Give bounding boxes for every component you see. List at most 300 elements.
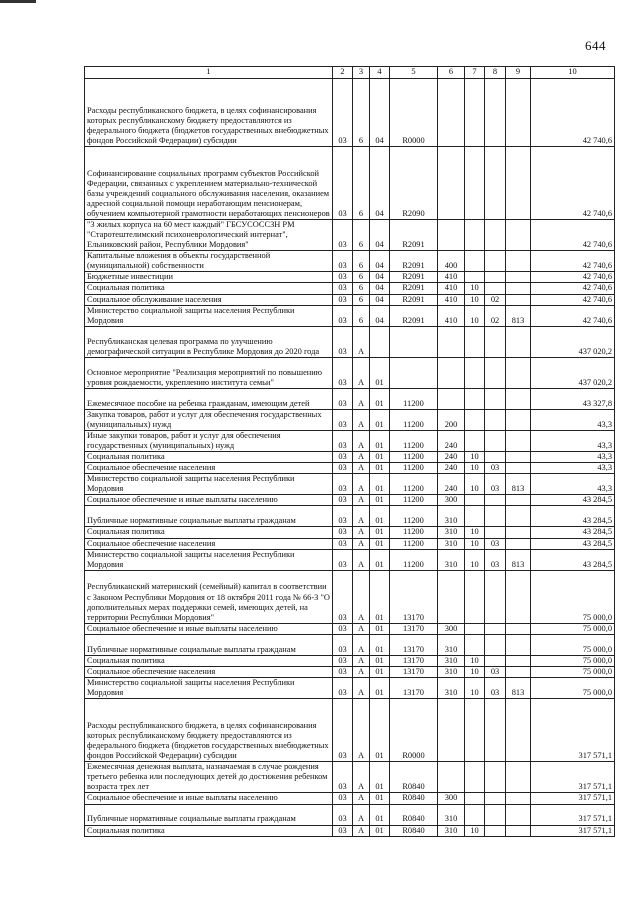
column-header: 10 <box>531 67 615 79</box>
code-cell: А <box>353 570 370 623</box>
code-cell <box>485 452 506 463</box>
row-name: Социальное обслуживание населения <box>85 294 333 305</box>
code-cell: 03 <box>333 762 353 793</box>
table-row <box>85 305 615 326</box>
code-cell: 10 <box>465 538 485 549</box>
code-cell: 03 <box>333 305 353 326</box>
code-cell: 01 <box>370 655 390 666</box>
row-name: Социальное обеспечение населения <box>85 538 333 549</box>
code-cell: R0000 <box>390 699 438 762</box>
code-cell <box>485 762 506 793</box>
code-cell: 03 <box>333 147 353 220</box>
code-cell: 01 <box>370 699 390 762</box>
amount-cell: 43 284,5 <box>531 506 615 527</box>
row-name: Бюджетные инвестиции <box>85 272 333 283</box>
code-cell: 03 <box>333 79 353 147</box>
code-cell <box>465 79 485 147</box>
code-cell: 10 <box>465 678 485 699</box>
table-row <box>85 634 615 655</box>
code-cell: А <box>353 678 370 699</box>
code-cell: 6 <box>353 251 370 272</box>
amount-cell: 437 020,2 <box>531 357 615 388</box>
code-cell <box>485 655 506 666</box>
row-name: Расходы республиканского бюджета, в целях софинансирования которых республиканскому бюджету предоставляются из федерального бюджета (бюджетов государственных внебюджетных фондов Российской Федерации) субсидии <box>85 699 333 762</box>
table-row <box>85 326 615 357</box>
code-cell: 04 <box>370 220 390 251</box>
code-cell: 03 <box>333 388 353 409</box>
code-cell <box>485 825 506 836</box>
code-cell: 11200 <box>390 527 438 538</box>
code-cell: 03 <box>333 793 353 804</box>
code-cell <box>438 79 465 147</box>
code-cell <box>465 251 485 272</box>
code-cell: А <box>353 762 370 793</box>
code-cell <box>465 699 485 762</box>
code-cell: 01 <box>370 793 390 804</box>
code-cell <box>485 793 506 804</box>
code-cell <box>485 409 506 430</box>
code-cell <box>506 825 531 836</box>
code-cell: 01 <box>370 452 390 463</box>
row-name: Ежемесячная денежная выплата, назначаемая в случае рождения третьего ребенка или последующих детей до достижения ребенком возраста трех лет <box>85 762 333 793</box>
code-cell <box>465 409 485 430</box>
code-cell <box>506 699 531 762</box>
table-row <box>85 623 615 634</box>
amount-cell: 43 284,5 <box>531 527 615 538</box>
code-cell: А <box>353 623 370 634</box>
code-cell <box>465 506 485 527</box>
code-cell: 310 <box>438 678 465 699</box>
code-cell: А <box>353 527 370 538</box>
row-name: Социальное обеспечение населения <box>85 463 333 474</box>
code-cell <box>506 430 531 451</box>
code-cell: 6 <box>353 305 370 326</box>
code-cell <box>506 538 531 549</box>
code-cell: 03 <box>333 699 353 762</box>
code-cell <box>465 326 485 357</box>
code-cell: 03 <box>333 409 353 430</box>
table-row <box>85 549 615 570</box>
amount-cell: 317 571,1 <box>531 793 615 804</box>
row-name: Софинансирование социальных программ субъектов Российской Федерации, связанных с укреплением материально-технической базы учреждений социального обслуживания населения, оказанием адресной социальной помощи неработающим пенсионерам, обучением компьютерной грамотности неработающих пенсионеров <box>85 147 333 220</box>
code-cell <box>465 793 485 804</box>
code-cell <box>506 666 531 677</box>
code-cell: 01 <box>370 549 390 570</box>
amount-cell: 43 284,5 <box>531 538 615 549</box>
table-row <box>85 506 615 527</box>
amount-cell: 43,3 <box>531 430 615 451</box>
code-cell: 03 <box>333 326 353 357</box>
budget-table <box>84 66 615 837</box>
table-row <box>85 272 615 283</box>
table-row <box>85 474 615 495</box>
code-cell: 11200 <box>390 506 438 527</box>
code-cell <box>485 357 506 388</box>
code-cell: 03 <box>333 538 353 549</box>
amount-cell: 317 571,1 <box>531 699 615 762</box>
code-cell <box>485 147 506 220</box>
code-cell <box>506 79 531 147</box>
amount-cell: 75 000,0 <box>531 570 615 623</box>
code-cell <box>485 272 506 283</box>
row-name: Министерство социальной защиты населения Республики Мордовия <box>85 678 333 699</box>
code-cell: 01 <box>370 623 390 634</box>
row-name: Социальное обеспечение населения <box>85 666 333 677</box>
code-cell: 400 <box>438 251 465 272</box>
code-cell <box>485 506 506 527</box>
code-cell: 02 <box>485 305 506 326</box>
code-cell: R0840 <box>390 762 438 793</box>
table-row <box>85 804 615 825</box>
column-header: 3 <box>353 67 370 79</box>
code-cell <box>438 357 465 388</box>
code-cell: 13170 <box>390 666 438 677</box>
amount-cell: 75 000,0 <box>531 623 615 634</box>
amount-cell: 437 020,2 <box>531 326 615 357</box>
scan-edge-mark <box>0 0 36 3</box>
column-header: 4 <box>370 67 390 79</box>
code-cell: 310 <box>438 538 465 549</box>
code-cell <box>506 804 531 825</box>
code-cell: 6 <box>353 147 370 220</box>
code-cell <box>506 251 531 272</box>
table-row <box>85 463 615 474</box>
code-cell: А <box>353 634 370 655</box>
code-cell: А <box>353 495 370 506</box>
code-cell: 03 <box>333 430 353 451</box>
code-cell <box>465 570 485 623</box>
code-cell: 01 <box>370 463 390 474</box>
code-cell <box>438 570 465 623</box>
code-cell <box>465 220 485 251</box>
code-cell <box>438 699 465 762</box>
code-cell: 04 <box>370 283 390 294</box>
code-cell: 03 <box>333 634 353 655</box>
code-cell: 310 <box>438 549 465 570</box>
table-row <box>85 655 615 666</box>
code-cell: 04 <box>370 305 390 326</box>
table-row <box>85 495 615 506</box>
code-cell <box>485 283 506 294</box>
code-cell: 03 <box>333 357 353 388</box>
code-cell <box>438 388 465 409</box>
code-cell: А <box>353 388 370 409</box>
code-cell: 03 <box>485 666 506 677</box>
row-name: Социальная политика <box>85 825 333 836</box>
row-name: Министерство социальной защиты населения Республики Мордовия <box>85 474 333 495</box>
code-cell: 410 <box>438 283 465 294</box>
table-body <box>85 79 615 837</box>
code-cell: R2091 <box>390 294 438 305</box>
amount-cell: 42 740,6 <box>531 220 615 251</box>
code-cell <box>506 634 531 655</box>
code-cell: 6 <box>353 294 370 305</box>
code-cell <box>465 430 485 451</box>
code-cell: 03 <box>333 804 353 825</box>
row-name: Капитальные вложения в объекты государственной (муниципальной) собственности <box>85 251 333 272</box>
code-cell <box>506 452 531 463</box>
code-cell: А <box>353 549 370 570</box>
code-cell: 03 <box>333 666 353 677</box>
code-cell: 11200 <box>390 538 438 549</box>
code-cell <box>506 793 531 804</box>
row-name: Публичные нормативные социальные выплаты гражданам <box>85 506 333 527</box>
code-cell: 300 <box>438 793 465 804</box>
code-cell <box>438 326 465 357</box>
code-cell: 11200 <box>390 463 438 474</box>
amount-cell: 43,3 <box>531 409 615 430</box>
code-cell: 310 <box>438 666 465 677</box>
code-cell: 310 <box>438 825 465 836</box>
code-cell: 240 <box>438 474 465 495</box>
code-cell: R0000 <box>390 79 438 147</box>
table-row <box>85 678 615 699</box>
amount-cell: 75 000,0 <box>531 634 615 655</box>
amount-cell: 42 740,6 <box>531 147 615 220</box>
code-cell <box>485 388 506 409</box>
code-cell: 13170 <box>390 634 438 655</box>
code-cell: 03 <box>485 678 506 699</box>
code-cell: 240 <box>438 452 465 463</box>
table-row <box>85 825 615 836</box>
code-cell: 11200 <box>390 409 438 430</box>
code-cell <box>506 623 531 634</box>
code-cell: 01 <box>370 527 390 538</box>
code-cell: 01 <box>370 666 390 677</box>
code-cell <box>506 294 531 305</box>
code-cell: 01 <box>370 570 390 623</box>
code-cell: 04 <box>370 272 390 283</box>
code-cell <box>506 463 531 474</box>
amount-cell: 75 000,0 <box>531 678 615 699</box>
row-name: "3 жилых корпуса на 60 мест каждый" ГБСУСОССЗН РМ "Старотештелимский психоневрологический интернат", Ельниковский район, Республики Мордовия" <box>85 220 333 251</box>
code-cell: 03 <box>333 623 353 634</box>
code-cell <box>465 634 485 655</box>
amount-cell: 43 284,5 <box>531 549 615 570</box>
code-cell: 6 <box>353 220 370 251</box>
row-name: Министерство социальной защиты населения Республики Мордовия <box>85 549 333 570</box>
code-cell: 03 <box>333 655 353 666</box>
code-cell <box>485 326 506 357</box>
code-cell <box>465 762 485 793</box>
code-cell <box>390 357 438 388</box>
row-name: Социальная политика <box>85 452 333 463</box>
code-cell: 03 <box>333 527 353 538</box>
code-cell: 01 <box>370 804 390 825</box>
code-cell <box>390 326 438 357</box>
code-cell: 6 <box>353 283 370 294</box>
code-cell: 03 <box>333 678 353 699</box>
code-cell: 813 <box>506 305 531 326</box>
code-cell <box>465 388 485 409</box>
code-cell: А <box>353 804 370 825</box>
code-cell: 6 <box>353 79 370 147</box>
table-row <box>85 251 615 272</box>
code-cell: 03 <box>485 474 506 495</box>
code-cell <box>465 495 485 506</box>
code-cell <box>506 272 531 283</box>
row-name: Социальная политика <box>85 283 333 294</box>
row-name: Закупка товаров, работ и услуг для обеспечения государственных (муниципальных) нужд <box>85 409 333 430</box>
code-cell <box>485 699 506 762</box>
table-row <box>85 527 615 538</box>
table-row <box>85 388 615 409</box>
code-cell: А <box>353 474 370 495</box>
code-cell: 410 <box>438 272 465 283</box>
row-name: Расходы республиканского бюджета, в целях софинансирования которых республиканскому бюджету предоставляются из федерального бюджета (бюджетов государственных внебюджетных фондов Российской Федерации) субсидии <box>85 79 333 147</box>
code-cell: А <box>353 463 370 474</box>
code-cell: 03 <box>485 538 506 549</box>
code-cell: 240 <box>438 463 465 474</box>
row-name: Публичные нормативные социальные выплаты гражданам <box>85 804 333 825</box>
code-cell: 01 <box>370 634 390 655</box>
code-cell: 03 <box>333 283 353 294</box>
code-cell: 10 <box>465 463 485 474</box>
code-cell: 01 <box>370 409 390 430</box>
code-cell: 03 <box>333 474 353 495</box>
code-cell: А <box>353 825 370 836</box>
code-cell <box>485 634 506 655</box>
amount-cell: 42 740,6 <box>531 305 615 326</box>
code-cell: 03 <box>333 272 353 283</box>
code-cell: 11200 <box>390 549 438 570</box>
code-cell: 11200 <box>390 452 438 463</box>
column-header: 9 <box>506 67 531 79</box>
code-cell: 10 <box>465 305 485 326</box>
code-cell: R2090 <box>390 147 438 220</box>
column-header: 7 <box>465 67 485 79</box>
code-cell <box>465 147 485 220</box>
code-cell <box>506 655 531 666</box>
amount-cell: 42 740,6 <box>531 294 615 305</box>
code-cell <box>506 220 531 251</box>
code-cell: А <box>353 326 370 357</box>
column-header: 5 <box>390 67 438 79</box>
code-cell: 03 <box>333 452 353 463</box>
code-cell: 310 <box>438 527 465 538</box>
code-cell: 310 <box>438 506 465 527</box>
table-row <box>85 699 615 762</box>
amount-cell: 43 327,8 <box>531 388 615 409</box>
code-cell: А <box>353 357 370 388</box>
code-cell <box>485 251 506 272</box>
row-name: Республиканская целевая программа по улучшению демографической ситуации в Республике Мордовия до 2020 года <box>85 326 333 357</box>
code-cell <box>485 495 506 506</box>
row-name: Республиканский материнский (семейный) капитал в соответствии с Законом Республики Мордовия от 18 октября 2011 года № 66-З "О дополнительных мерах поддержки семей, имеющих детей, на территории Республики Мордовия" <box>85 570 333 623</box>
code-cell: А <box>353 538 370 549</box>
table-row <box>85 220 615 251</box>
code-cell: 10 <box>465 474 485 495</box>
code-cell: 01 <box>370 538 390 549</box>
code-cell: 240 <box>438 430 465 451</box>
code-cell: 01 <box>370 357 390 388</box>
code-cell: 01 <box>370 825 390 836</box>
code-cell: R0840 <box>390 793 438 804</box>
code-cell <box>485 220 506 251</box>
amount-cell: 317 571,1 <box>531 804 615 825</box>
amount-cell: 75 000,0 <box>531 655 615 666</box>
code-cell: 10 <box>465 825 485 836</box>
code-cell: R2091 <box>390 272 438 283</box>
code-cell <box>485 623 506 634</box>
code-cell: А <box>353 793 370 804</box>
row-name: Публичные нормативные социальные выплаты гражданам <box>85 634 333 655</box>
amount-cell: 42 740,6 <box>531 272 615 283</box>
code-cell: 03 <box>485 463 506 474</box>
code-cell: 01 <box>370 474 390 495</box>
code-cell: R2091 <box>390 220 438 251</box>
code-cell: 310 <box>438 634 465 655</box>
code-cell <box>506 388 531 409</box>
row-name: Социальная политика <box>85 655 333 666</box>
code-cell: 300 <box>438 623 465 634</box>
code-cell: 410 <box>438 305 465 326</box>
code-cell <box>438 147 465 220</box>
code-cell: А <box>353 430 370 451</box>
code-cell: 6 <box>353 272 370 283</box>
code-cell <box>485 527 506 538</box>
code-cell: R0840 <box>390 804 438 825</box>
column-header: 6 <box>438 67 465 79</box>
amount-cell: 317 571,1 <box>531 762 615 793</box>
amount-cell: 43,3 <box>531 452 615 463</box>
code-cell: 03 <box>333 549 353 570</box>
row-name: Социальное обеспечение и иные выплаты населению <box>85 623 333 634</box>
code-cell: 10 <box>465 666 485 677</box>
code-cell <box>506 326 531 357</box>
code-cell: А <box>353 452 370 463</box>
code-cell <box>465 357 485 388</box>
code-cell <box>465 272 485 283</box>
code-cell: 03 <box>333 495 353 506</box>
code-cell: R2091 <box>390 283 438 294</box>
code-cell <box>485 430 506 451</box>
code-cell: А <box>353 409 370 430</box>
code-cell <box>506 357 531 388</box>
code-cell: 10 <box>465 549 485 570</box>
code-cell: А <box>353 655 370 666</box>
code-cell: 10 <box>465 655 485 666</box>
code-cell: 03 <box>333 825 353 836</box>
code-cell <box>506 147 531 220</box>
code-cell: 10 <box>465 294 485 305</box>
code-cell: А <box>353 699 370 762</box>
code-cell <box>506 762 531 793</box>
code-cell: 03 <box>333 570 353 623</box>
code-cell <box>506 506 531 527</box>
amount-cell: 317 571,1 <box>531 825 615 836</box>
row-name: Иные закупки товаров, работ и услуг для обеспечения государственных (муниципальных) нужд <box>85 430 333 451</box>
code-cell: 300 <box>438 495 465 506</box>
table-row <box>85 538 615 549</box>
code-cell: 03 <box>485 549 506 570</box>
code-cell <box>485 804 506 825</box>
table-row <box>85 762 615 793</box>
code-cell: 02 <box>485 294 506 305</box>
table-row <box>85 79 615 147</box>
code-cell <box>438 220 465 251</box>
code-cell <box>438 762 465 793</box>
code-cell: 813 <box>506 549 531 570</box>
row-name: Социальное обеспечение и иные выплаты населению <box>85 793 333 804</box>
code-cell: 03 <box>333 251 353 272</box>
code-cell: 13170 <box>390 623 438 634</box>
code-cell <box>485 79 506 147</box>
code-cell: 11200 <box>390 430 438 451</box>
table-row <box>85 570 615 623</box>
code-cell: 03 <box>333 294 353 305</box>
table-row <box>85 793 615 804</box>
